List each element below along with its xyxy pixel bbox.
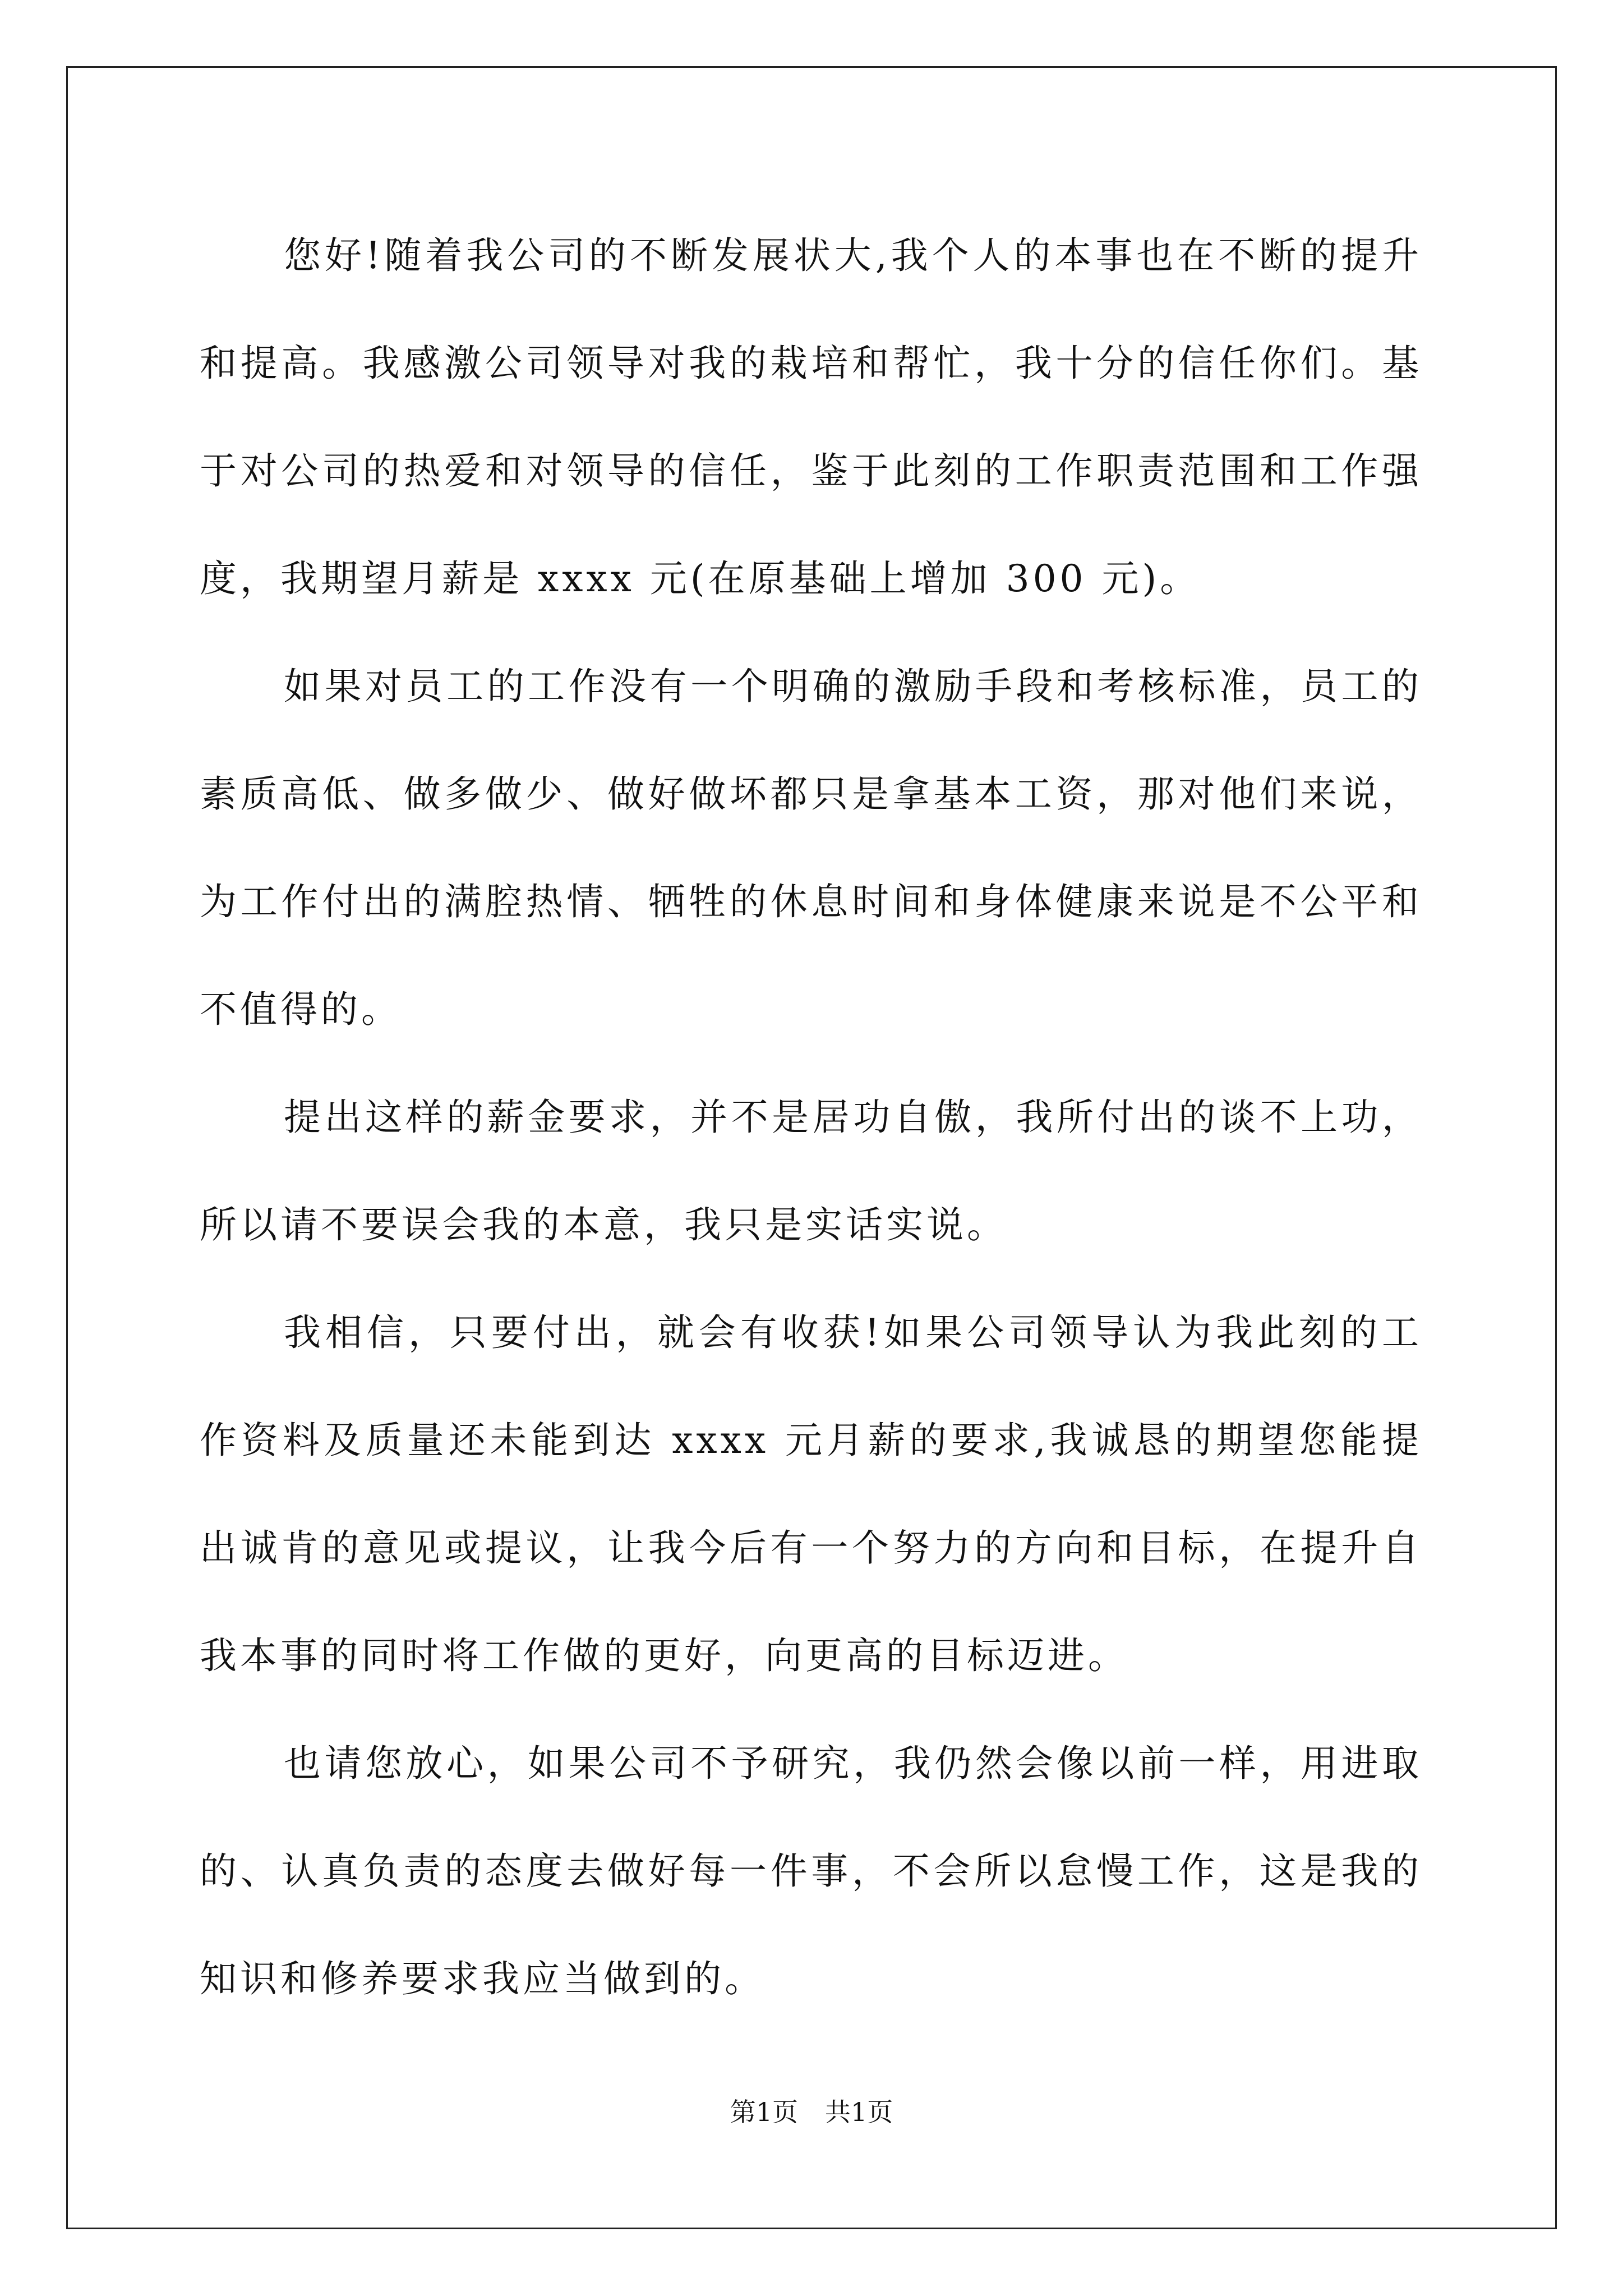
paragraph: 提出这样的薪金要求，并不是居功自傲，我所付出的谈不上功，所以请不要误会我的本意，我只是实话实说。	[200, 1096, 1422, 1246]
page-footer	[0, 2095, 1623, 2129]
paragraph: 我相信，只要付出，就会有收获!如果公司领导认为我此刻的工作资料及质量还未能到达 xxxx 元月薪的要求,我诚恳的期望您能提出诚肯的意见或提议，让我今后有一个努力的方向和目标，在提升自我本事的同时将工作做的更好，向更高的目标迈进。	[200, 1311, 1422, 1677]
paragraph: 您好!随着我公司的不断发展状大,我个人的本事也在不断的提升和提高。我感激公司领导对我的栽培和帮忙，我十分的信任你们。基于对公司的热爱和对领导的信任，鉴于此刻的工作职责范围和工作强度，我期望月薪是 xxxx 元(在原基础上增加 300 元)。	[200, 234, 1422, 600]
page-number-total: 共1页	[825, 2097, 893, 2127]
paragraph: 也请您放心，如果公司不予研究，我仍然会像以前一样，用进取的、认真负责的态度去做好每一件事，不会所以怠慢工作，这是我的知识和修养要求我应当做到的。	[200, 1742, 1422, 2000]
paragraph: 如果对员工的工作没有一个明确的激励手段和考核标准，员工的素质高低、做多做少、做好做坏都只是拿基本工资，那对他们来说，为工作付出的满腔热情、牺牲的休息时间和身体健康来说是不公平和不值得的。	[200, 665, 1422, 1031]
document-body	[200, 202, 1422, 2033]
page-number-current: 第1页	[730, 2097, 798, 2127]
